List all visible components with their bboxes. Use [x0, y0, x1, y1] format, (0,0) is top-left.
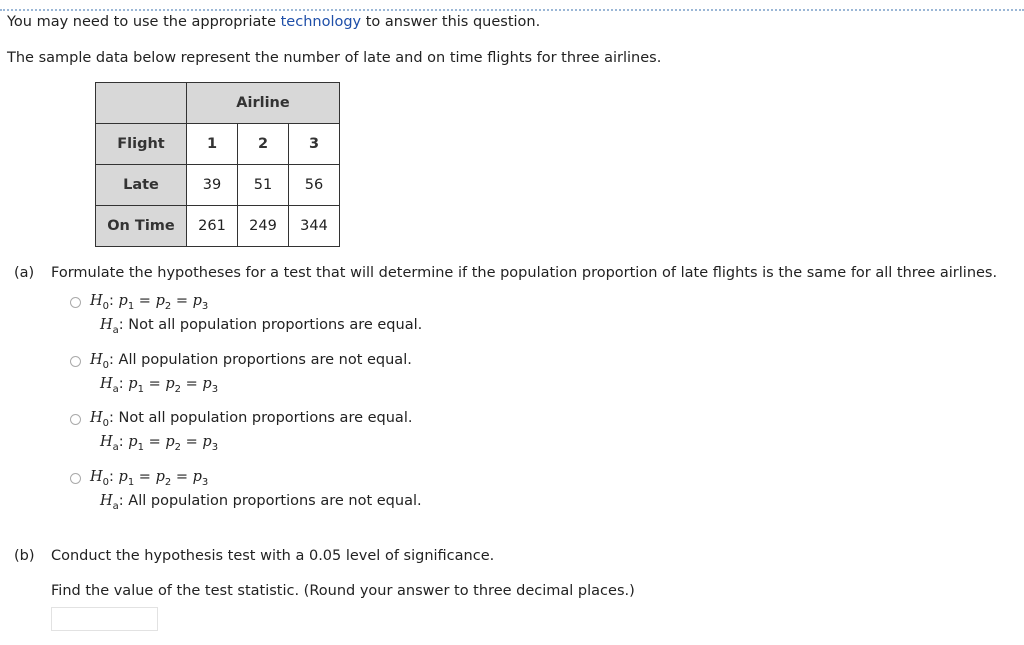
option-4-radio[interactable]: [70, 473, 81, 484]
table-row: [96, 165, 340, 206]
on-time-row-label: On Time: [96, 206, 187, 247]
top-dotted-divider: [0, 9, 1024, 11]
part-b-prompt: [14, 548, 494, 564]
intro-text: You may need to use the appropriate technology to answer this question.: [7, 14, 541, 30]
sample-description: The sample data below represent the number of late and on time flights for three airlines.: [7, 50, 662, 66]
technology-link[interactable]: technology: [280, 14, 362, 30]
table-row: [96, 206, 340, 247]
test-statistic-input[interactable]: [51, 607, 158, 631]
flight-row-header: Flight: [96, 124, 187, 165]
part-a-text: Formulate the hypotheses for a test that will determine if the population proportion of late flights is the same for all three airlines.: [51, 265, 998, 281]
late-airline-3: 56: [289, 165, 340, 206]
part-a-label: (a): [14, 265, 35, 281]
airline-header: Airline: [187, 83, 340, 124]
option-2-radio[interactable]: [70, 356, 81, 367]
option-3-radio[interactable]: [70, 414, 81, 425]
on-time-airline-3: 344: [289, 206, 340, 247]
part-a-prompt: [14, 265, 997, 281]
late-airline-1: 39: [187, 165, 238, 206]
airline-3-header: 3: [289, 124, 340, 165]
flights-table: [95, 82, 340, 247]
test-statistic-instruction: Find the value of the test statistic. (Round your answer to three decimal places.): [51, 583, 635, 599]
table-corner: [96, 83, 187, 124]
airline-2-header: 2: [238, 124, 289, 165]
on-time-airline-1: 261: [187, 206, 238, 247]
late-row-label: Late: [96, 165, 187, 206]
on-time-airline-2: 249: [238, 206, 289, 247]
option-1-radio[interactable]: [70, 297, 81, 308]
airline-1-header: 1: [187, 124, 238, 165]
part-b-label: (b): [14, 548, 35, 564]
part-b-text: Conduct the hypothesis test with a 0.05 level of significance.: [51, 548, 495, 564]
late-airline-2: 51: [238, 165, 289, 206]
